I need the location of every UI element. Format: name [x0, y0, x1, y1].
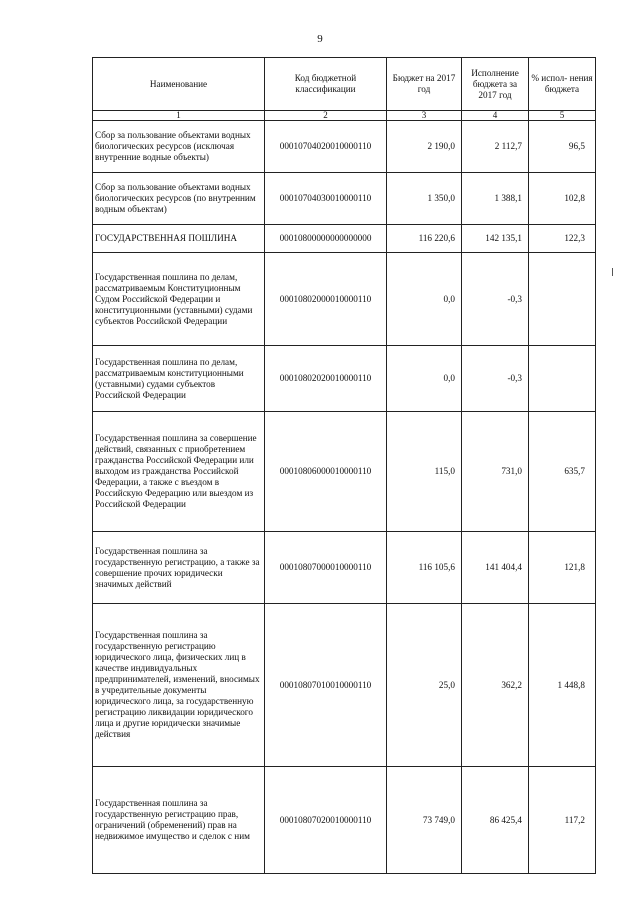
table-row — [93, 604, 596, 767]
row-budget: 25,0 — [387, 604, 462, 767]
row-budget: 115,0 — [387, 412, 462, 532]
column-index: 5 — [529, 111, 596, 121]
table-row — [93, 225, 596, 253]
table-row — [93, 121, 596, 173]
scan-mark — [612, 268, 613, 276]
row-code: 00010807010010000110 — [265, 604, 387, 767]
row-percent: 635,7 — [529, 412, 596, 532]
row-budget: 116 220,6 — [387, 225, 462, 253]
row-name: Государственная пошлина за государственную регистрацию, а также за совершение прочих юридически значимых действий — [93, 532, 265, 604]
row-execution: 2 112,7 — [462, 121, 529, 173]
row-budget: 73 749,0 — [387, 767, 462, 874]
row-percent: 1 448,8 — [529, 604, 596, 767]
column-index: 1 — [93, 111, 265, 121]
row-percent: 117,2 — [529, 767, 596, 874]
row-percent — [529, 253, 596, 346]
row-code: 00010807020010000110 — [265, 767, 387, 874]
row-execution: 362,2 — [462, 604, 529, 767]
row-code: 00010802020010000110 — [265, 346, 387, 412]
column-index: 2 — [265, 111, 387, 121]
row-name: Сбор за пользование объектами водных биологических ресурсов (исключая внутренние водные объекты) — [93, 121, 265, 173]
row-execution: 731,0 — [462, 412, 529, 532]
table-row — [93, 173, 596, 225]
row-name: Сбор за пользование объектами водных биологических ресурсов (по внутренним водным объектам) — [93, 173, 265, 225]
row-execution: 1 388,1 — [462, 173, 529, 225]
row-code: 00010806000010000110 — [265, 412, 387, 532]
row-execution: -0,3 — [462, 346, 529, 412]
column-index: 4 — [462, 111, 529, 121]
row-execution: 141 404,4 — [462, 532, 529, 604]
budget-execution-table — [92, 57, 596, 874]
header-row — [93, 58, 596, 111]
row-execution: 142 135,1 — [462, 225, 529, 253]
table-row — [93, 767, 596, 874]
header-percent: % испол- нения бюджета — [529, 58, 596, 111]
column-index-row — [93, 111, 596, 121]
row-name: ГОСУДАРСТВЕННАЯ ПОШЛИНА — [93, 225, 265, 253]
row-name: Государственная пошлина за государственную регистрацию прав, ограничений (обременений) прав на недвижимое имущество и сделок с ним — [93, 767, 265, 874]
column-index: 3 — [387, 111, 462, 121]
row-execution: 86 425,4 — [462, 767, 529, 874]
row-code: 00010807000010000110 — [265, 532, 387, 604]
row-percent: 121,8 — [529, 532, 596, 604]
page-number: 9 — [317, 33, 323, 45]
table-row — [93, 253, 596, 346]
row-budget: 0,0 — [387, 346, 462, 412]
header-execution: Исполнение бюджета за 2017 год — [462, 58, 529, 111]
row-budget: 0,0 — [387, 253, 462, 346]
row-code: 00010802000010000110 — [265, 253, 387, 346]
row-name: Государственная пошлина по делам, рассматриваемым Конституционным Судом Российской Федерации и конституционными (уставными) судами субъектов Российской Федерации — [93, 253, 265, 346]
row-name: Государственная пошлина по делам, рассматриваемым конституционными (уставными) судами субъектов Российской Федерации — [93, 346, 265, 412]
row-percent — [529, 346, 596, 412]
header-code: Код бюджетной классификации — [265, 58, 387, 111]
row-percent: 96,5 — [529, 121, 596, 173]
header-name: Наименование — [93, 58, 265, 111]
row-budget: 116 105,6 — [387, 532, 462, 604]
row-budget: 2 190,0 — [387, 121, 462, 173]
row-code: 00010800000000000000 — [265, 225, 387, 253]
row-name: Государственная пошлина за совершение действий, связанных с приобретением гражданства Российской Федерации или выходом из гражданства Российской Федерации, а также с въездом в Российскую Федерацию или выездом из Российской Федерации — [93, 412, 265, 532]
header-budget: Бюджет на 2017 год — [387, 58, 462, 111]
row-code: 00010704020010000110 — [265, 121, 387, 173]
row-execution: -0,3 — [462, 253, 529, 346]
table-row — [93, 532, 596, 604]
row-code: 00010704030010000110 — [265, 173, 387, 225]
row-name: Государственная пошлина за государственную регистрацию юридического лица, физических лиц в качестве индивидуальных предпринимателей, изменений, вносимых в учредительные документы юридического лица, за государственную регистрацию ликвидации юридического лица и другие юридически значимые действия — [93, 604, 265, 767]
table-row — [93, 412, 596, 532]
row-percent: 122,3 — [529, 225, 596, 253]
row-budget: 1 350,0 — [387, 173, 462, 225]
row-percent: 102,8 — [529, 173, 596, 225]
table-row — [93, 346, 596, 412]
